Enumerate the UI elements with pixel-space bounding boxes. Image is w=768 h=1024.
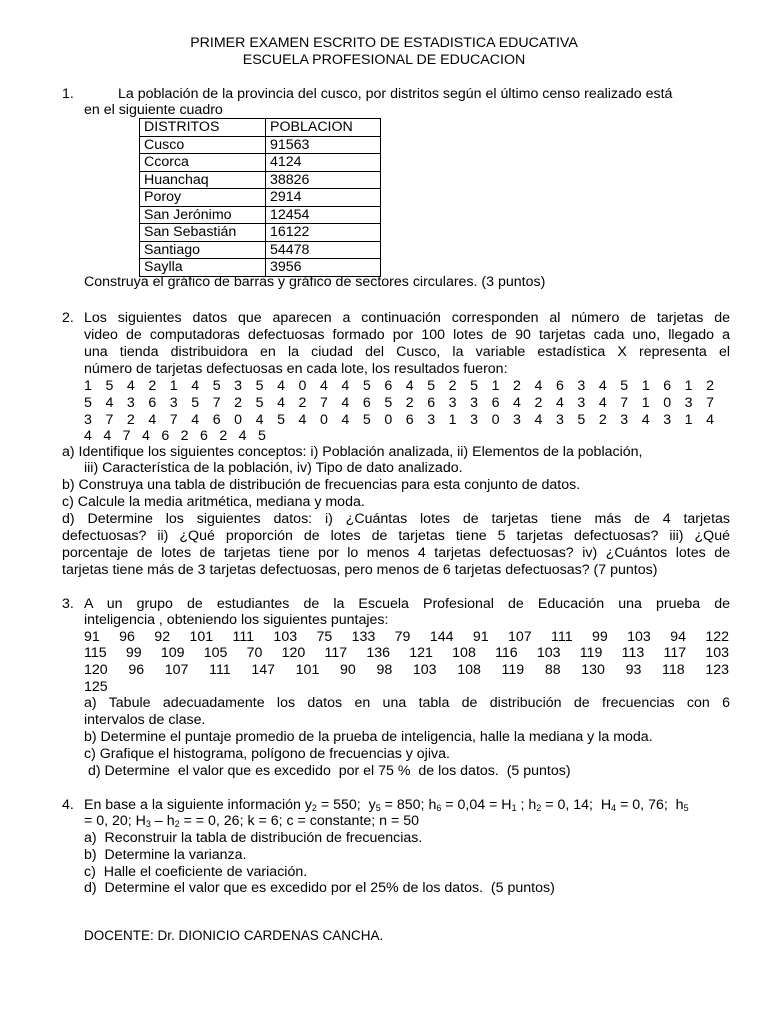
- exam-title: PRIMER EXAMEN ESCRITO DE ESTADISTICA EDUCATIVA: [190, 35, 578, 51]
- q2-c: c) Calcule la media aritmética, mediana y moda.: [62, 494, 365, 510]
- table-row: [140, 241, 381, 259]
- q2-a-line2: iii) Característica de la población, iv) Tipo de dato analizado.: [84, 460, 463, 476]
- population-cell: 91563: [266, 136, 381, 154]
- q4-item: d) Determine el valor que es excedido por el 25% de los datos. (5 puntos): [84, 880, 555, 896]
- q2-data-row: 3 7 2 4 7 4 6 0 4 5 4 0 4 5 0 6 3 1 3 0 3 4 3 5 2 3 4 3 1 4: [84, 412, 714, 428]
- q4-line2: = 0, 20; $H_3 - h_2$ = = 0, 26; k = 6; c = constante; n = 50: [84, 813, 420, 829]
- table-header: POBLACION: [266, 119, 381, 137]
- table-row: [140, 224, 381, 242]
- district-cell: Cusco: [140, 136, 266, 154]
- population-table: [139, 118, 381, 277]
- q2-d-line: porcentaje de lotes de tarjetas tiene por lo menos 4 tarjetas defectuosas? iv) ¿Cuántos lotes de: [62, 545, 730, 561]
- q3-data-row: 125: [84, 679, 108, 695]
- table-row: [140, 136, 381, 154]
- district-cell: San Jerónimo: [140, 206, 266, 224]
- q2-text-line: Los siguientes datos que aparecen a continuación corresponden al número de tarjetas de: [84, 310, 730, 326]
- q2-data-row: 4 4 7 4 6 2 6 2 4 5: [84, 428, 266, 444]
- q1-instruction: Construya el gráfico de barras y gráfico de sectores circulares. (3 puntos): [84, 274, 546, 290]
- district-cell: Santiago: [140, 241, 266, 259]
- q2-d-line: defectuosas? ii) ¿Qué proporción de lotes de tarjetas tiene 5 tarjetas defectuosas? iii) ¿Qué: [62, 528, 730, 544]
- q3-line1: A un grupo de estudiantes de la Escuela Profesional de Educación una prueba de: [84, 596, 730, 612]
- q2-data-row: 1 5 4 2 1 4 5 3 5 4 0 4 4 5 6 4 5 2 5 1 2 4 6 3 4 5 1 6 1 2: [84, 378, 714, 394]
- q2-text-line: número de tarjetas defectuosas en cada lote, los resultados fueron:: [84, 361, 508, 377]
- q1-text-line1: La población de la provincia del cusco, por distritos según el último censo realizado está: [118, 86, 673, 102]
- q4-item: a) Reconstruir la tabla de distribución de frecuencias.: [84, 830, 423, 846]
- table-row: [140, 206, 381, 224]
- q2-text-line: video de computadoras defectuosas formado por 100 lotes de 90 tarjetas cada uno, llegado a: [84, 327, 730, 343]
- q2-data-row: 5 4 3 6 3 5 7 2 5 4 2 7 4 6 5 2 6 3 3 6 4 2 4 3 4 7 1 0 3 7: [84, 395, 714, 411]
- q4-item: b) Determine la varianza.: [84, 847, 247, 863]
- table-header: DISTRITOS: [140, 119, 266, 137]
- population-cell: 3956: [266, 259, 381, 277]
- q3-b: b) Determine el puntaje promedio de la prueba de inteligencia, halle la mediana y la moda.: [84, 729, 653, 745]
- q1-text-line2: en el siguiente cuadro: [84, 102, 223, 118]
- table-row: [140, 189, 381, 207]
- district-cell: Saylla: [140, 259, 266, 277]
- q4-item: c) Halle el coeficiente de variación.: [84, 864, 308, 880]
- q3-data-row: 115 99 109 105 70 120 117 136 121 108 116 103 119 113 117 103: [84, 645, 729, 661]
- q1-number: 1.: [62, 86, 74, 102]
- district-cell: Poroy: [140, 189, 266, 207]
- q2-text-line: una tienda distribuidora en la ciudad del Cusco, la variable estadística X representa el: [84, 344, 730, 360]
- q4-line1: En base a la siguiente información $y_2 = 550$; $y_5 = 850$; $h_6 = 0,04 = H_1$ ; $h_2 = 0$, 14; $H_4 = 0$, 76; $h_5$: [84, 797, 689, 813]
- q3-data-row: 120 96 107 111 147 101 90 98 103 108 119 88 130 93 118 123: [84, 662, 729, 678]
- q2-b: b) Construya una tabla de distribución de frecuencias para esta conjunto de datos.: [62, 477, 581, 493]
- q3-c: c) Grafique el histograma, polígono de frecuencias y ojiva.: [84, 746, 450, 762]
- district-cell: San Sebastián: [140, 224, 266, 242]
- q2-d-last: tarjetas tiene más de 3 tarjetas defectuosas, pero menos de 6 tarjetas defectuosas? (7 puntos): [62, 562, 658, 578]
- district-cell: Ccorca: [140, 154, 266, 172]
- q3-d: d) Determine el valor que es excedido por el 75 % de los datos. (5 puntos): [84, 763, 571, 779]
- q3-a-line2: intervalos de clase.: [84, 712, 206, 728]
- q4-number: 4.: [62, 797, 74, 813]
- table-row: [140, 171, 381, 189]
- q3-data-row: 91 96 92 101 111 103 75 133 79 144 91 107 111 99 103 94 122: [84, 629, 729, 645]
- population-cell: 16122: [266, 224, 381, 242]
- q2-number: 2.: [62, 310, 74, 326]
- district-cell: Huanchaq: [140, 171, 266, 189]
- population-cell: 12454: [266, 206, 381, 224]
- population-cell: 54478: [266, 241, 381, 259]
- teacher-signature: DOCENTE: Dr. DIONICIO CARDENAS CANCHA.: [84, 928, 384, 943]
- population-cell: 4124: [266, 154, 381, 172]
- q3-a-line1: a) Tabule adecuadamente los datos en una tabla de distribución de frecuencias con 6: [84, 695, 730, 711]
- school-name: ESCUELA PROFESIONAL DE EDUCACION: [242, 52, 526, 68]
- table-header-row: [140, 119, 381, 137]
- table-row: [140, 154, 381, 172]
- q3-number: 3.: [62, 596, 74, 612]
- population-cell: 38826: [266, 171, 381, 189]
- population-cell: 2914: [266, 189, 381, 207]
- q2-d-line: d) Determine los siguientes datos: i) ¿Cuántas lotes de tarjetas tiene más de 4 tarjetas: [62, 511, 730, 527]
- q3-line2: inteligencia , obteniendo los siguientes puntajes:: [84, 612, 389, 628]
- q2-a-line1: a) Identifique los siguientes conceptos: i) Población analizada, ii) Elementos de la población,: [62, 444, 643, 460]
